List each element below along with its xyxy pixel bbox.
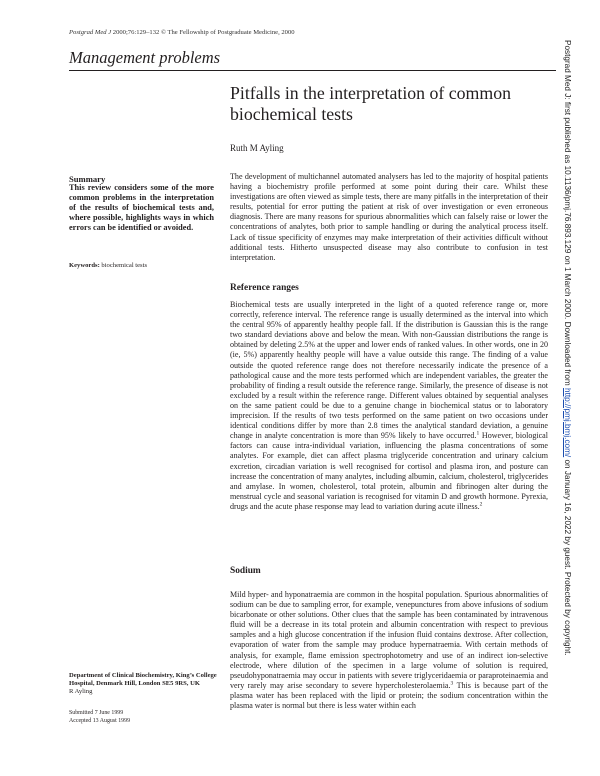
summary-text: This review considers some of the more common problems in the interpretation of the results of biochemical tests and, where possible, highlights ways in which errors can be identified or avoided.	[69, 183, 214, 232]
body-text: However, biological factors can cause intra-individual variation, influencing the plasma concentrations of some analytes. For example, diet can affect plasma triglyceride concentration and urinary calcium excretion, circadian variation is well recognised for cortisol and plasma iron, and posture can increase the concentration of many analytes, including albumin, calcium, cholesterol, triglycerides and amylase. In women, cholesterol, total protein, albumin and fibrinogen alter during the menstrual cycle and seasonal variation is recognised for vitamin D and growth hormone. Pyrexia, drugs and the acute phase response may lead to variation during acute illness.	[230, 431, 548, 511]
body-text: Mild hyper- and hyponatraemia are common in the hospital population. Spurious abnormalities of sodium can be due to sampling error, for example, venepunctures from above infusions of sodium bicarbonate or other solutions. Other clues that the sample has been contaminated by intravenous fluid will be a decrease in its total protein and albumin concentration with respect to previous samples and a high glucose concentration if the infusion fluid contains dextrose. After collection, evaporation of water from the sample may produce hypernatraemia. With certain methods of analysis, for example, flame emission spectrophotometry and use of an indirect ion-selective electrode, where dilution of the specimen in a large volume of solution is required, pseudohyponatraemia may occur in patients with severe triglyceridaemia or paraproteinaemia and very rarely may arise secondary to severe hypercholesterolaemia.	[230, 590, 548, 690]
side-copyright-note	[563, 40, 572, 740]
article-author: Ruth M Ayling	[230, 143, 284, 153]
keywords	[69, 262, 147, 269]
citation-line: 2000;76:129–132 © The Fellowship of Postgraduate Medicine, 2000	[111, 29, 295, 36]
section-heading-sodium: Sodium	[230, 566, 261, 576]
affiliation-name: R Ayling	[69, 688, 93, 696]
summary-heading: Summary	[69, 174, 106, 184]
intro-paragraph	[230, 172, 548, 263]
accepted-date: Accepted 13 August 1999	[69, 717, 131, 724]
intro-text: The development of multichannel automated analysers has led to the majority of hospital patients having a biochemistry profile performed at some point during their care. Whilst these investigations are often viewed as simple tests, there are many pitfalls in the interpretation of their results, potential for error putting the patient at risk of over investigation or even erroneous diagnosis. There are many reasons for spurious abnormalities which can falsely raise or lower the concentrations of analytes, both prior to sample handling or during the analytical process itself. Lack of tissue specificity of enzymes may make interpretation of their activities difficult without additional tests. Hitherto unsuspected disease may also contribute to confusion in test interpretation.	[230, 172, 548, 262]
sodium-paragraph	[230, 590, 548, 711]
submitted-date: Submitted 7 June 1999	[69, 710, 124, 716]
side-note-text: on January 16, 2022 by guest. Protected by copyright.	[563, 457, 572, 656]
body-text: Biochemical tests are usually interpreted in the light of a quoted reference range or, more correctly, reference interval. The reference range is usually determined as the interval into which the central 95% of apparently healthy people fall. If the distribution is Gaussian this is the range two standard deviations above and below the mean. With non-Gaussian distributions the range is obtained by deleting 2.5% at the upper and lower ends of ranked values. In other words, one in 20 (ie, 5%) apparently healthy people will have a value outside this range. The finding of a value outside the quoted reference range does not therefore necessarily indicate the presence of a pathological cause and the more tests performed which are independent variables, the greater the probability of finding a result outside the reference range. Similarly, the presence of disease is not excluded by a result within the reference range. Different values obtained by sequential analyses on the same patient could be due to a genuine change in biochemical status or to laboratory imprecision. If the results of two tests performed on the same patient on two occasions under identical conditions differ by more than 2.8 times the analytical standard deviation, a genuine change in analyte concentration is more than 95% likely to have occurred.	[230, 300, 548, 441]
reference-mark: 2	[479, 501, 483, 508]
reference-ranges-paragraph	[230, 300, 548, 512]
side-note-text: Postgrad Med J: first published as 10.1136/pmj.76.893.129 on 1 March 2000. Downloaded from	[563, 40, 572, 389]
article-title: Pitfalls in the interpretation of common biochemical tests	[230, 83, 511, 124]
running-header	[69, 29, 295, 36]
section-heading-reference-ranges: Reference ranges	[230, 283, 299, 293]
journal-name: Postgrad Med J	[69, 29, 112, 36]
keywords-label: Keywords:	[69, 262, 100, 269]
submission-dates	[69, 710, 219, 726]
author-affiliation	[69, 672, 219, 697]
reference-mark: 1	[476, 430, 480, 437]
section-title: Management problems	[69, 48, 221, 67]
header-rule	[69, 70, 556, 71]
keywords-value: biochemical tests	[99, 262, 148, 269]
reference-mark: 3	[450, 680, 454, 687]
journal-link[interactable]: http://pmj.bmj.com/	[563, 388, 572, 458]
body-text: This is because part of the plasma water has been replaced with the lipid or protein; the sodium concentration within the plasma water is normal but there is less water within each	[230, 680, 548, 711]
affiliation-dept: Department of Clinical Biochemistry, King’s College Hospital, Denmark Hill, London SE5 9RS, UK	[69, 672, 217, 688]
